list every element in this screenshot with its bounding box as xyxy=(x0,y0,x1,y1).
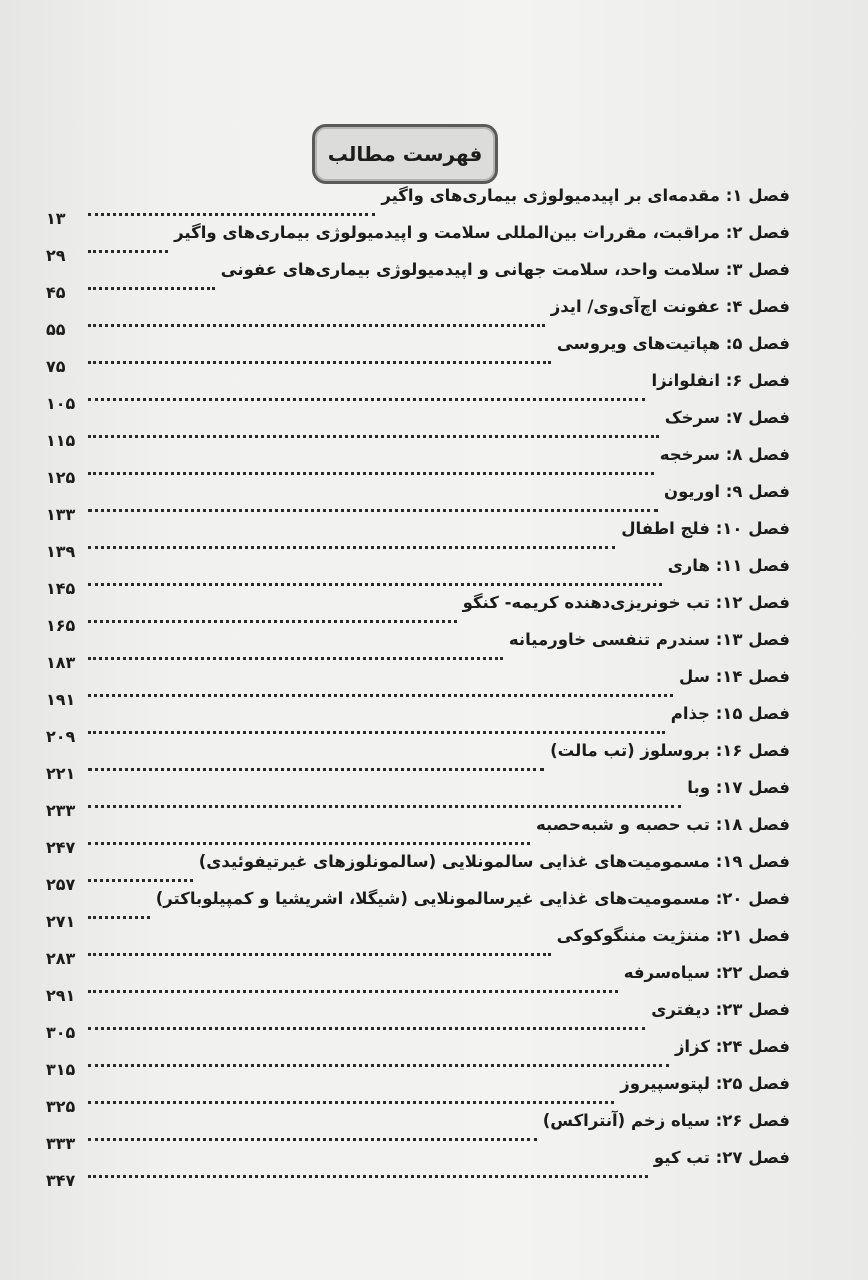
toc-entry-title: فصل ۲۳: دیفتری xyxy=(651,1000,790,1019)
toc-entry-page-number: ۲۰۹ xyxy=(46,727,76,746)
dot-leader xyxy=(88,694,673,697)
toc-entry xyxy=(46,741,790,783)
toc-entry-title: فصل ۲۵: لپتوسپیروز xyxy=(620,1074,790,1093)
toc-entry xyxy=(46,297,790,339)
toc-entry-title: فصل ۴: عفونت اچ‌آی‌وی/ ایدز xyxy=(550,297,790,316)
toc-entry-page-number: ۲۹ xyxy=(46,246,66,265)
toc-entry-page-number: ۱۱۵ xyxy=(46,431,76,450)
toc-entry-page-number: ۱۶۵ xyxy=(46,616,76,635)
dot-leader xyxy=(88,361,551,364)
toc-entry xyxy=(46,186,790,228)
toc-entry xyxy=(46,630,790,672)
dot-leader xyxy=(88,1101,614,1104)
toc-entry-title: فصل ۱۴: سل xyxy=(679,667,790,686)
toc-heading-box xyxy=(312,124,498,184)
dot-leader xyxy=(88,842,530,845)
toc-entry xyxy=(46,334,790,376)
dot-leader xyxy=(88,435,659,438)
toc-entry-title: فصل ۱۹: مسمومیت‌های غذایی سالمونلایی (سالمونلوزهای غیرتیفوئیدی) xyxy=(198,852,790,871)
toc-entry xyxy=(46,556,790,598)
toc-entry-title: فصل ۹: اوریون xyxy=(663,482,790,501)
toc-entry-title: فصل ۲۷: تب کیو xyxy=(653,1148,790,1167)
dot-leader xyxy=(88,287,215,290)
toc-entry-page-number: ۳۰۵ xyxy=(46,1023,76,1042)
toc-entry-page-number: ۳۱۵ xyxy=(46,1060,76,1079)
toc-entry xyxy=(46,482,790,524)
toc-entry-title: فصل ۱۳: سندرم تنفسی خاورمیانه xyxy=(508,630,790,649)
toc-entry xyxy=(46,1000,790,1042)
toc-entry-title: فصل ۷: سرخک xyxy=(664,408,790,427)
toc-entry xyxy=(46,778,790,820)
toc-entry-page-number: ۱۲۵ xyxy=(46,468,76,487)
dot-leader xyxy=(88,768,544,771)
toc-entry-page-number: ۴۵ xyxy=(46,283,66,302)
toc-entry-page-number: ۱۹۱ xyxy=(46,690,76,709)
toc-entry xyxy=(46,704,790,746)
toc-entry xyxy=(46,519,790,561)
toc-entry xyxy=(46,1111,790,1153)
dot-leader xyxy=(88,731,665,734)
dot-leader xyxy=(88,1064,669,1067)
dot-leader xyxy=(88,472,654,475)
toc-entry xyxy=(46,1074,790,1116)
toc-entry-page-number: ۱۸۳ xyxy=(46,653,76,672)
toc-entry-title: فصل ۱۵: جذام xyxy=(670,704,790,723)
dot-leader xyxy=(88,953,551,956)
toc-entry-title: فصل ۱۱: هاری xyxy=(667,556,790,575)
toc-entry xyxy=(46,963,790,1005)
toc-entry xyxy=(46,1037,790,1079)
toc-entry-page-number: ۱۳۹ xyxy=(46,542,76,561)
toc-entry-page-number: ۳۲۵ xyxy=(46,1097,76,1116)
dot-leader xyxy=(88,546,615,549)
dot-leader xyxy=(88,250,168,253)
toc-entry-title: فصل ۵: هپاتیت‌های ویروسی xyxy=(556,334,790,353)
dot-leader xyxy=(88,1175,648,1178)
dot-leader xyxy=(88,583,662,586)
dot-leader xyxy=(88,805,681,808)
toc-entry xyxy=(46,889,790,931)
toc-entry-page-number: ۳۴۷ xyxy=(46,1171,76,1190)
toc-entry xyxy=(46,1148,790,1190)
toc-entry xyxy=(46,223,790,265)
toc-entry-title: فصل ۸: سرخجه xyxy=(659,445,790,464)
toc-entry xyxy=(46,445,790,487)
toc-entry xyxy=(46,593,790,635)
toc-entry-page-number: ۳۳۳ xyxy=(46,1134,76,1153)
toc-entry-title: فصل ۶: انفلوانزا xyxy=(651,371,790,390)
toc-entry xyxy=(46,260,790,302)
toc-entry-page-number: ۵۵ xyxy=(46,320,66,339)
toc-entry-title: فصل ۳: سلامت واحد، سلامت جهانی و اپیدمیولوژی بیماری‌های عفونی xyxy=(220,260,790,279)
toc-entry-page-number: ۲۷۱ xyxy=(46,912,76,931)
toc-entry-title: فصل ۲۱: مننژیت مننگوکوکی xyxy=(556,926,790,945)
toc-entry-page-number: ۲۸۳ xyxy=(46,949,76,968)
toc-entry-page-number: ۲۵۷ xyxy=(46,875,76,894)
dot-leader xyxy=(88,879,193,882)
dot-leader xyxy=(88,657,503,660)
toc-entry-title: فصل ۲۲: سیاه‌سرفه xyxy=(623,963,790,982)
toc-entry-title: فصل ۲۶: سیاه زخم (آنتراکس) xyxy=(542,1111,790,1130)
dot-leader xyxy=(88,398,645,401)
dot-leader xyxy=(88,1027,645,1030)
toc-entry-page-number: ۲۹۱ xyxy=(46,986,76,1005)
dot-leader xyxy=(88,509,658,512)
toc-entry-title: فصل ۱۷: وبا xyxy=(687,778,790,797)
toc-entry-title: فصل ۱۰: فلج اطفال xyxy=(621,519,790,538)
toc-entry-page-number: ۲۳۳ xyxy=(46,801,76,820)
toc-entry-page-number: ۱۴۵ xyxy=(46,579,76,598)
toc-entry-page-number: ۱۰۵ xyxy=(46,394,76,413)
toc-entry xyxy=(46,408,790,450)
toc-entry-page-number: ۲۲۱ xyxy=(46,764,76,783)
toc-list xyxy=(46,186,790,1190)
dot-leader xyxy=(88,916,150,919)
toc-entry-title: فصل ۲۰: مسمومیت‌های غذایی غیرسالمونلایی (شیگلا، اشریشیا و کمپیلوباکتر) xyxy=(155,889,790,908)
toc-entry-page-number: ۷۵ xyxy=(46,357,66,376)
toc-entry xyxy=(46,667,790,709)
dot-leader xyxy=(88,1138,537,1141)
toc-entry-title: فصل ۱۸: تب حصبه و شبه‌حصبه xyxy=(536,815,790,834)
toc-entry-page-number: ۱۳۳ xyxy=(46,505,76,524)
toc-entry-title: فصل ۱۶: بروسلوز (تب مالت) xyxy=(550,741,790,760)
dot-leader xyxy=(88,620,457,623)
toc-entry-title: فصل ۲۴: کزاز xyxy=(674,1037,790,1056)
toc-entry-title: فصل ۱: مقدمه‌ای بر اپیدمیولوژی بیماری‌های واگیر xyxy=(381,186,790,205)
dot-leader xyxy=(88,324,545,327)
toc-entry-title: فصل ۲: مراقبت، مقررات بین‌المللی سلامت و اپیدمیولوژی بیماری‌های واگیر xyxy=(174,223,790,242)
toc-entry xyxy=(46,852,790,894)
toc-entry-title: فصل ۱۲: تب خونریزی‌دهنده کریمه- کنگو xyxy=(462,593,790,612)
toc-entry-page-number: ۲۴۷ xyxy=(46,838,76,857)
toc-entry xyxy=(46,815,790,857)
toc-entry xyxy=(46,926,790,968)
dot-leader xyxy=(88,990,618,993)
toc-heading: فهرست مطالب xyxy=(327,142,483,166)
dot-leader xyxy=(88,213,375,216)
toc-entry-page-number: ۱۳ xyxy=(46,209,66,228)
toc-entry xyxy=(46,371,790,413)
